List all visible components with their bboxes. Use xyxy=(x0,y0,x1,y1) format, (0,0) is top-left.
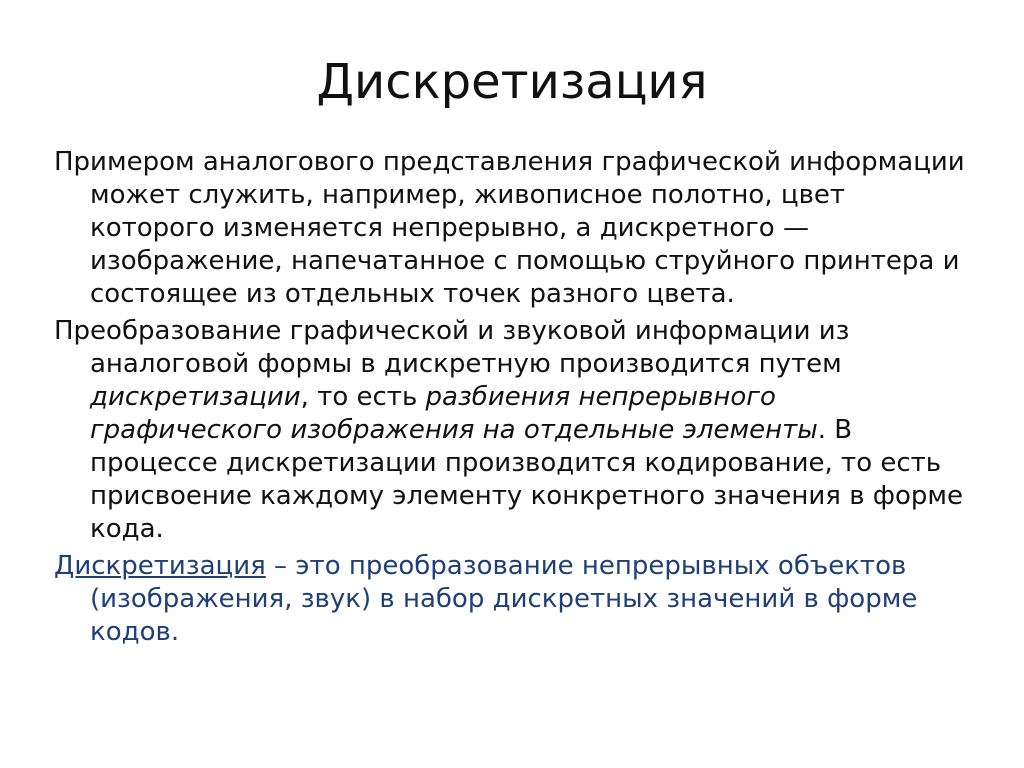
paragraph-discretization-process xyxy=(54,315,969,546)
paragraph-analog-vs-discrete: Примером аналогового представления графической информации может служить, например, живописное полотно, цвет которого изменяется непрерывно, а дискретного — изображение, напечатанное с помощью струйного принтера и состоящее из отдельных точек разного цвета. xyxy=(54,147,965,309)
paragraph2-text-start: Преобразование графической и звуковой информации из аналоговой формы в дискретную производится путем xyxy=(54,316,850,379)
slide-body xyxy=(54,146,969,653)
slide-title: Дискретизация xyxy=(316,54,708,110)
definition-text: – это преобразование непрерывных объектов (изображения, звук) в набор дискретных значений в форме кодов. xyxy=(90,551,918,647)
paragraph2-text-end: . В процессе дискретизации производится кодирование, то есть присвоение каждому элементу конкретного значения в форме кода. xyxy=(90,415,964,544)
term-discretization: дискретизации xyxy=(90,382,301,412)
term-splitting-image: разбиения непрерывного графического изображения на отдельные элементы xyxy=(90,382,818,445)
discretization-link[interactable]: Дискретизация xyxy=(54,551,266,581)
paragraph-definition xyxy=(54,550,969,649)
paragraph2-text-middle: , то есть xyxy=(300,382,426,412)
